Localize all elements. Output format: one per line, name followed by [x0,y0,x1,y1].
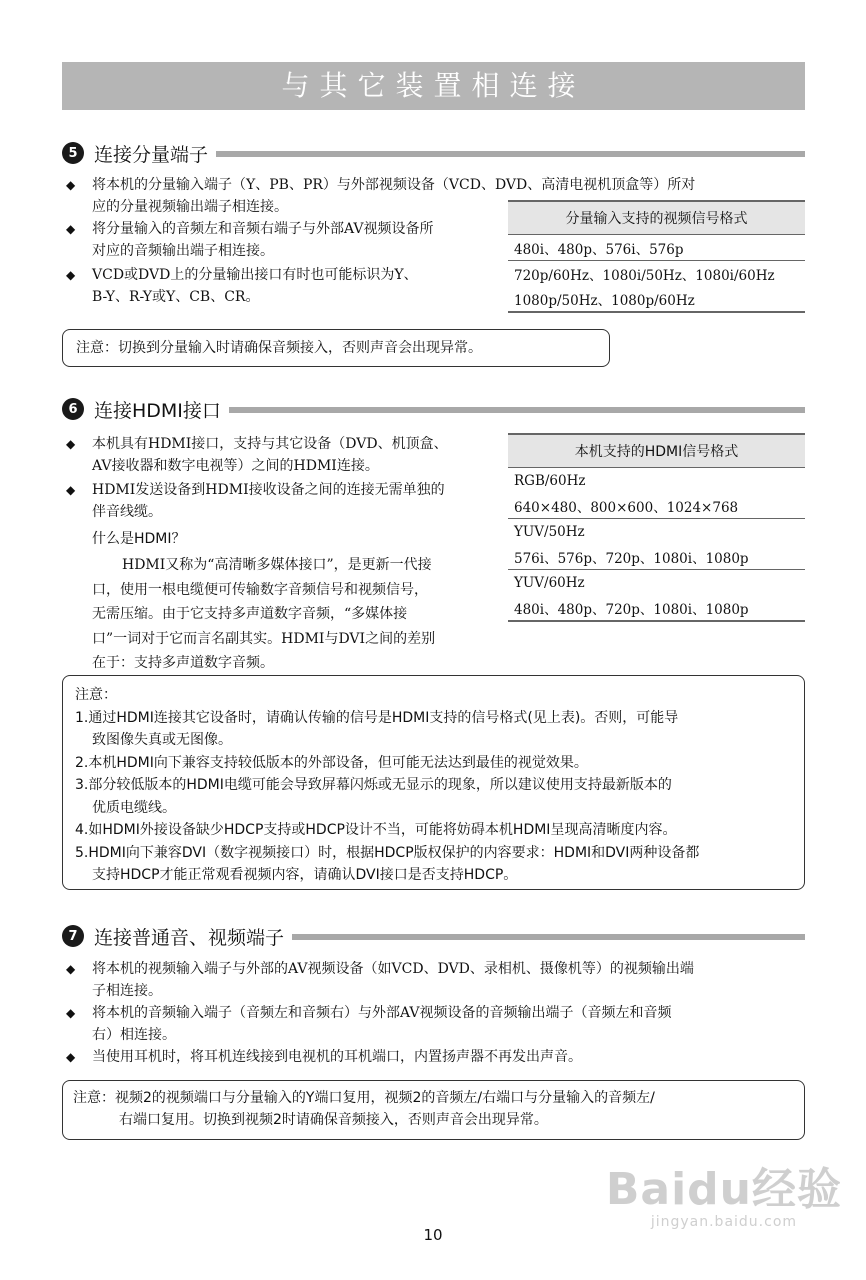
diamond-bullet-icon: ◆ [66,1050,76,1064]
watermark [606,1166,842,1230]
note-box [62,329,610,367]
table-cell: 480i、480p、576i、576p [508,235,805,261]
table-cell: RGB/60Hz [514,472,586,489]
diamond-bullet-icon: ◆ [66,268,76,282]
section-number-badge: 5 [62,142,84,164]
section-title: 连接HDMI接口 [94,399,221,422]
section-6-heading [62,395,805,423]
bullet-item: ◆ 将本机的分量输入端子（Y、PB、PR）与外部视频设备（VCD、DVD、高清电视机顶盒等）所对 应的分量视频输出端子相连接。 [66,174,801,218]
diamond-bullet-icon: ◆ [66,222,76,236]
bullet-item: ◆ 当使用耳机时，将耳机连线接到电视机的耳机端口，内置扬声器不再发出声音。 [66,1046,806,1068]
section-number-badge: 7 [62,925,84,947]
bullet-item: ◆ HDMI发送设备到HDMI接收设备之间的连接无需单独的 伴音线缆。 [66,479,496,523]
section-number-badge: 6 [62,398,84,420]
heading-rule [229,407,805,413]
table-cell: 720p/60Hz、1080i/50Hz、1080i/60Hz [514,267,775,284]
hdmi-format-table [508,433,805,622]
what-is-hdmi-heading: 什么是HDMI？ [92,531,186,547]
diamond-bullet-icon: ◆ [66,483,76,497]
section-title: 连接分量端子 [94,143,209,166]
note-item: 3.部分较低版本的HDMI电缆可能会导致屏幕闪烁或无显示的现象，所以建议使用支持最新版本的 优质电缆线。 [75,777,672,816]
page-number: 10 [423,1226,443,1244]
section-5-heading [62,139,805,167]
bullet-item: ◆ 本机具有HDMI接口，支持与其它设备（DVD、机顶盒、 AV接收器和数字电视等）之间的HDMI连接。 [66,433,496,477]
bullet-item: ◆ VCD或DVD上的分量输出接口有时也可能标识为Y、 B-Y、R-Y或Y、CB、CR。 [66,264,496,308]
bullet-item: ◆ 将本机的音频输入端子（音频左和音频右）与外部AV视频设备的音频输出端子（音频左和音频 右）相连接。 [66,1002,806,1046]
diamond-bullet-icon: ◆ [66,962,76,976]
note-item: 2.本机HDMI向下兼容支持较低版本的外部设备，但可能无法达到最佳的视觉效果。 [75,754,588,771]
table-cell: 640×480、800×600、1024×768 [508,493,805,519]
bullet-item: ◆ 将分量输入的音频左和音频右端子与外部AV视频设备所 对应的音频输出端子相连接。 [66,218,496,262]
page-title-banner: 与其它装置相连接 [62,62,805,110]
section-7-heading [62,922,805,950]
table-cell: 1080p/50Hz、1080p/60Hz [508,286,805,312]
what-is-hdmi-paragraph: HDMI又称为“高清晰多媒体接口”，是更新一代接 口，使用一根电缆便可传输数字音频信号和视频信号， 无需压缩。由于它支持多声道数字音频，“多媒体接 口”一词对于它而言名副其实。HDMI与DVI之间的差别 在于：支持多声道数字音频。 [92,557,436,671]
note-item: 5.HDMI向下兼容DVI（数字视频接口）时，根据HDCP版权保护的内容要求：HDMI和DVI两种设备都 支持HDCP才能正常观看视频内容，请确认DVI接口是否支持HDCP。 [75,844,700,883]
table-cell: 480i、480p、720p、1080i、1080p [508,595,805,621]
component-format-table [508,200,805,313]
bullet-item: ◆ 将本机的视频输入端子与外部的AV视频设备（如VCD、DVD、录相机、摄像机等）的视频输出端 子相连接。 [66,958,806,1002]
heading-rule [216,151,805,157]
diamond-bullet-icon: ◆ [66,437,76,451]
watermark-url: jingyan.baidu.com [650,1214,798,1230]
table-header: 本机支持的HDMI信号格式 [508,434,805,468]
diamond-bullet-icon: ◆ [66,1006,76,1020]
section-title: 连接普通音、视频端子 [94,926,285,949]
table-cell: 576i、576p、720p、1080i、1080p [508,544,805,570]
diamond-bullet-icon: ◆ [66,178,76,192]
table-cell: YUV/50Hz [514,523,585,540]
heading-rule [292,934,805,940]
note-text: 注意：视频2的视频端口与分量输入的Y端口复用，视频2的音频左/右端口与分量输入的音频左/ [73,1090,655,1106]
note-item: 1.通过HDMI连接其它设备时，请确认传输的信号是HDMI支持的信号格式(见上表)。否则，可能导 致图像失真或无图像。 [75,709,679,748]
note-item: 4.如HDMI外接设备缺少HDCP支持或HDCP设计不当，可能将妨碍本机HDMI呈现高清晰度内容。 [75,822,677,838]
watermark-logo: Baidu经验 [605,1164,842,1215]
hdmi-note-box [62,675,805,890]
note-box [62,1080,805,1140]
note-text: 右端口复用。切换到视频2时请确保音频接入，否则声音会出现异常。 [119,1112,548,1128]
table-header: 分量输入支持的视频信号格式 [508,201,805,235]
table-cell: YUV/60Hz [514,574,585,591]
note-text: 注意：切换到分量输入时请确保音频接入，否则声音会出现异常。 [76,340,482,356]
note-title: 注意： [75,687,117,703]
